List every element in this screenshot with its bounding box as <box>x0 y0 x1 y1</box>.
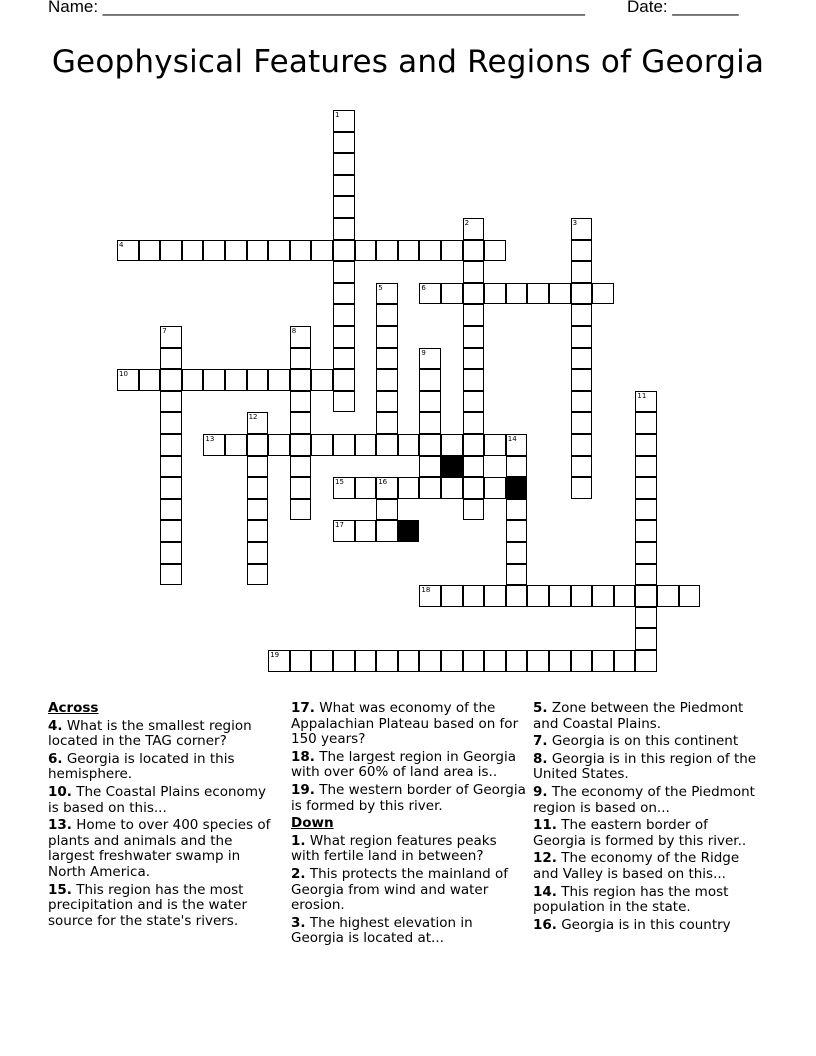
clue-number-label: 12 <box>248 413 258 422</box>
clue-across-4 <box>48 719 278 750</box>
crossword-cell[interactable] <box>333 304 355 326</box>
crossword-cell[interactable] <box>484 477 506 499</box>
crossword-cell[interactable] <box>376 391 398 413</box>
crossword-cell[interactable] <box>506 542 528 564</box>
crossword-cell[interactable] <box>506 499 528 521</box>
clue-number-label: 9 <box>421 348 426 357</box>
page-title: Geophysical Features and Regions of Georgia <box>51 44 765 80</box>
crossword-cell[interactable] <box>635 412 657 434</box>
clue-number: 10. <box>48 783 72 800</box>
crossword-cell[interactable] <box>419 391 441 413</box>
date-field[interactable]: Date: _______ <box>627 0 739 16</box>
crossword-cell[interactable] <box>484 650 506 672</box>
crossword-cell[interactable] <box>635 477 657 499</box>
clue-text: The largest region in Georgia with over 60% of land area is.. <box>291 748 516 781</box>
crossword-cell[interactable] <box>441 434 463 456</box>
crossword-cell[interactable] <box>463 650 485 672</box>
crossword-cell[interactable] <box>635 499 657 521</box>
crossword-cell[interactable] <box>484 240 506 262</box>
clue-text: Georgia is on this continent <box>551 733 739 750</box>
clue-number-label: 8 <box>291 327 297 335</box>
crossword-cell[interactable] <box>160 499 182 521</box>
crossword-cell[interactable] <box>398 477 420 499</box>
crossword-cell[interactable] <box>463 261 485 283</box>
crossword-cell[interactable] <box>268 240 290 262</box>
crossword-cell[interactable] <box>398 650 420 672</box>
crossword-cell[interactable] <box>290 456 312 478</box>
clue-text: Georgia is in this region of the United States. <box>533 750 757 783</box>
crossword-cell[interactable] <box>463 412 485 434</box>
crossword-cell[interactable] <box>571 348 593 370</box>
clue-number: 16. <box>533 916 557 933</box>
crossword-cell[interactable] <box>247 369 269 391</box>
clue-number: 2. <box>291 865 306 882</box>
crossword-cell[interactable] <box>398 434 420 456</box>
clue-number: 4. <box>48 717 63 734</box>
crossword-cell[interactable] <box>333 391 355 413</box>
crossword-cell[interactable] <box>311 369 333 391</box>
crossword-cell[interactable] <box>571 391 593 413</box>
crossword-cell[interactable] <box>376 240 398 262</box>
across-heading: Across <box>48 700 99 716</box>
crossword-cell[interactable] <box>290 369 312 391</box>
crossword-cell[interactable] <box>355 650 377 672</box>
crossword-cell[interactable] <box>463 391 485 413</box>
clue-number: 3. <box>291 914 306 931</box>
crossword-cell[interactable] <box>571 412 593 434</box>
crossword-cell[interactable] <box>463 434 485 456</box>
crossword-cell[interactable] <box>614 585 636 607</box>
crossword-cell[interactable] <box>160 434 182 456</box>
crossword-cell[interactable] <box>635 520 657 542</box>
crossword-block <box>506 477 528 499</box>
crossword-cell[interactable] <box>463 348 485 370</box>
crossword-cell[interactable] <box>463 585 485 607</box>
crossword-cell[interactable] <box>160 369 182 391</box>
crossword-cell[interactable] <box>333 650 355 672</box>
crossword-cell[interactable] <box>571 434 593 456</box>
crossword-cell[interactable] <box>160 240 182 262</box>
clue-down-16 <box>533 918 763 934</box>
crossword-cell[interactable] <box>311 240 333 262</box>
clue-text: The economy of the Ridge and Valley is based on this... <box>533 850 740 882</box>
crossword-cell[interactable] <box>290 240 312 262</box>
crossword-block <box>398 520 420 542</box>
clue-number: 12. <box>533 850 557 867</box>
crossword-cell[interactable] <box>247 240 269 262</box>
crossword-cell[interactable] <box>355 240 377 262</box>
clue-text: The eastern border of Georgia is formed by this river.. <box>533 817 747 849</box>
clue-text: Home to over 400 species of plants and animals and the largest freshwater swamp in North America. <box>48 817 271 880</box>
crossword-cell[interactable] <box>355 434 377 456</box>
crossword-block <box>441 456 463 478</box>
clue-number: 8. <box>533 750 548 767</box>
clue-text: Georgia is in this country <box>561 916 731 933</box>
crossword-cell[interactable] <box>635 650 657 672</box>
crossword-cell[interactable] <box>463 477 485 499</box>
crossword-cell[interactable] <box>484 585 506 607</box>
clue-text: The economy of the Piedmont region is based on... <box>533 783 755 816</box>
crossword-cell[interactable] <box>182 240 204 262</box>
crossword-cell[interactable] <box>463 369 485 391</box>
crossword-cell[interactable] <box>376 369 398 391</box>
crossword-cell[interactable] <box>333 153 355 175</box>
clue-across-10 <box>48 785 278 816</box>
clue-number-label: 7 <box>162 327 167 335</box>
clue-text: Georgia is located in this hemisphere. <box>48 750 235 783</box>
clue-down-3 <box>291 916 526 947</box>
crossword-cell[interactable] <box>614 650 636 672</box>
crossword-cell[interactable] <box>506 650 528 672</box>
crossword-cell[interactable] <box>247 542 269 564</box>
crossword-cell[interactable] <box>571 477 593 499</box>
crossword-cell[interactable] <box>463 304 485 326</box>
clue-number: 13. <box>48 817 72 834</box>
crossword-cell[interactable] <box>247 456 269 478</box>
crossword-cell[interactable] <box>290 391 312 413</box>
crossword-cell[interactable] <box>419 412 441 434</box>
crossword-cell[interactable] <box>311 650 333 672</box>
crossword-cell[interactable] <box>268 369 290 391</box>
clue-number-label: 16 <box>378 478 388 487</box>
clue-number-label: 17 <box>335 521 344 530</box>
crossword-cell[interactable] <box>333 326 355 348</box>
crossword-cell[interactable] <box>592 283 614 305</box>
clue-number-label: 3 <box>572 219 578 227</box>
crossword-cell[interactable] <box>571 585 593 607</box>
crossword-cell[interactable] <box>463 283 485 305</box>
crossword-cell[interactable] <box>139 240 161 262</box>
clue-text: Zone between the Piedmont and Coastal Plains. <box>533 700 744 732</box>
clue-text: What was economy of the Appalachian Plateau based on for 150 years? <box>291 700 519 748</box>
crossword-cell[interactable] <box>355 477 377 499</box>
clue-number: 9. <box>533 783 548 800</box>
clue-text: The Coastal Plains economy is based on this... <box>48 783 266 816</box>
clue-across-19 <box>291 783 526 814</box>
clue-across-13 <box>48 818 278 880</box>
crossword-cell[interactable] <box>506 283 528 305</box>
crossword-cell[interactable] <box>549 650 571 672</box>
crossword-cell[interactable] <box>333 434 355 456</box>
clue-text: The highest elevation in Georgia is located at... <box>291 914 473 947</box>
clue-down-5 <box>533 701 763 732</box>
crossword-cell[interactable] <box>571 369 593 391</box>
name-field[interactable]: Name: ___________________________________________________ <box>48 0 585 16</box>
clue-number: 7. <box>533 733 548 750</box>
crossword-cell[interactable] <box>376 348 398 370</box>
crossword-cell[interactable] <box>635 564 657 586</box>
crossword-cell[interactable] <box>506 585 528 607</box>
crossword-cell[interactable] <box>290 477 312 499</box>
crossword-cell[interactable] <box>290 348 312 370</box>
crossword-cell[interactable] <box>571 240 593 262</box>
crossword-cell[interactable] <box>247 520 269 542</box>
crossword-cell[interactable] <box>376 499 398 521</box>
crossword-cell[interactable] <box>160 520 182 542</box>
crossword-cell[interactable] <box>247 434 269 456</box>
crossword-cell[interactable] <box>376 650 398 672</box>
crossword-cell[interactable] <box>419 477 441 499</box>
clue-number-label: 13 <box>205 435 215 443</box>
crossword-cell[interactable] <box>333 132 355 154</box>
crossword-cell[interactable] <box>527 650 549 672</box>
clue-text: This region has the most precipitation and is the water source for the state's rivers. <box>48 881 248 929</box>
clue-down-12 <box>533 851 763 882</box>
crossword-cell[interactable] <box>592 585 614 607</box>
clue-text: What is the smallest region located in the TAG corner? <box>48 717 252 750</box>
clue-across-18 <box>291 750 526 781</box>
crossword-cell[interactable] <box>333 218 355 240</box>
crossword-cell[interactable] <box>419 369 441 391</box>
crossword-cell[interactable] <box>441 585 463 607</box>
crossword-cell[interactable] <box>247 477 269 499</box>
crossword-cell[interactable] <box>182 369 204 391</box>
crossword-cell[interactable] <box>290 650 312 672</box>
crossword-cell[interactable] <box>419 434 441 456</box>
crossword-cell[interactable] <box>419 240 441 262</box>
crossword-cell[interactable] <box>333 283 355 305</box>
clue-number-label: 6 <box>421 283 426 292</box>
crossword-cell[interactable] <box>333 261 355 283</box>
crossword-cell[interactable] <box>225 240 247 262</box>
clue-number-label: 14 <box>507 435 517 443</box>
crossword-cell[interactable] <box>160 542 182 564</box>
crossword-cell[interactable] <box>355 520 377 542</box>
clue-down-8 <box>533 752 763 783</box>
crossword-cell[interactable] <box>225 434 247 456</box>
clue-text: What region features peaks with fertile land in between? <box>291 832 497 865</box>
crossword-cell[interactable] <box>441 477 463 499</box>
clue-number-label: 19 <box>270 651 280 659</box>
crossword-cell[interactable] <box>160 564 182 586</box>
crossword-cell[interactable] <box>527 585 549 607</box>
crossword-cell[interactable] <box>376 520 398 542</box>
crossword-cell[interactable] <box>376 326 398 348</box>
crossword-cell[interactable] <box>333 348 355 370</box>
clue-text: This protects the mainland of Georgia from wind and water erosion. <box>291 865 509 914</box>
crossword-cell[interactable] <box>571 326 593 348</box>
clue-number: 15. <box>48 881 72 898</box>
clue-number-label: 2 <box>464 219 470 227</box>
crossword-cell[interactable] <box>635 585 657 607</box>
clue-number-label: 10 <box>119 370 128 379</box>
crossword-cell[interactable] <box>463 456 485 478</box>
crossword-cell[interactable] <box>441 650 463 672</box>
clues-column-1 <box>48 701 278 931</box>
crossword-cell[interactable] <box>571 261 593 283</box>
crossword-cell[interactable] <box>376 434 398 456</box>
crossword-cell[interactable] <box>333 369 355 391</box>
crossword-cell[interactable] <box>290 499 312 521</box>
clue-down-7 <box>533 734 763 750</box>
crossword-cell[interactable] <box>247 499 269 521</box>
clue-number-label: 4 <box>119 240 124 249</box>
crossword-cell[interactable] <box>549 585 571 607</box>
crossword-cell[interactable] <box>592 650 614 672</box>
clue-across-15 <box>48 883 278 930</box>
crossword-cell[interactable] <box>160 412 182 434</box>
clue-number: 1. <box>291 832 306 849</box>
clues-column-3 <box>533 701 763 935</box>
crossword-cell[interactable] <box>657 585 679 607</box>
crossword-cell[interactable] <box>419 650 441 672</box>
crossword-cell[interactable] <box>160 477 182 499</box>
crossword-cell[interactable] <box>268 434 290 456</box>
crossword-cell[interactable] <box>463 499 485 521</box>
crossword-cell[interactable] <box>635 456 657 478</box>
crossword-cell[interactable] <box>139 369 161 391</box>
crossword-cell[interactable] <box>311 434 333 456</box>
clue-number: 17. <box>291 700 315 716</box>
clue-text: This region has the most population in the state. <box>533 883 729 916</box>
crossword-cell[interactable] <box>463 326 485 348</box>
clue-number: 19. <box>291 781 315 798</box>
crossword-cell[interactable] <box>160 391 182 413</box>
crossword-cell[interactable] <box>441 283 463 305</box>
crossword-cell[interactable] <box>635 607 657 629</box>
crossword-cell[interactable] <box>333 196 355 218</box>
crossword-cell[interactable] <box>333 240 355 262</box>
crossword-cell[interactable] <box>333 175 355 197</box>
crossword-cell[interactable] <box>290 412 312 434</box>
crossword-cell[interactable] <box>527 283 549 305</box>
clue-number: 14. <box>533 883 557 900</box>
crossword-cell[interactable] <box>203 240 225 262</box>
clue-across-6 <box>48 752 278 783</box>
crossword-cell[interactable] <box>247 564 269 586</box>
crossword-cell[interactable] <box>160 348 182 370</box>
crossword-cell[interactable] <box>635 434 657 456</box>
clue-number-label: 5 <box>378 283 383 292</box>
crossword-cell[interactable] <box>484 434 506 456</box>
crossword-cell[interactable] <box>571 456 593 478</box>
clue-number-label: 11 <box>637 391 647 400</box>
clue-number: 5. <box>533 700 548 716</box>
clue-number-label: 18 <box>421 586 431 595</box>
down-heading: Down <box>291 815 334 832</box>
crossword-cell[interactable] <box>571 283 593 305</box>
crossword-cell[interactable] <box>225 369 247 391</box>
clue-down-2 <box>291 867 526 914</box>
clue-down-9 <box>533 785 763 816</box>
crossword-cell[interactable] <box>419 456 441 478</box>
clue-number-label: 15 <box>335 478 344 487</box>
clue-down-11 <box>533 818 763 849</box>
clue-text: The western border of Georgia is formed by this river. <box>291 781 526 814</box>
crossword-cell[interactable] <box>571 650 593 672</box>
crossword-cell[interactable] <box>398 240 420 262</box>
crossword-cell[interactable] <box>160 456 182 478</box>
crossword-cell[interactable] <box>571 304 593 326</box>
crossword-cell[interactable] <box>679 585 701 607</box>
clue-number: 18. <box>291 748 315 765</box>
crossword-cell[interactable] <box>376 304 398 326</box>
clue-number: 6. <box>48 750 63 767</box>
crossword-cell[interactable] <box>290 434 312 456</box>
crossword-cell[interactable] <box>549 283 571 305</box>
clue-number: 11. <box>533 817 557 834</box>
crossword-cell[interactable] <box>463 240 485 262</box>
crossword-cell[interactable] <box>441 240 463 262</box>
crossword-cell[interactable] <box>506 456 528 478</box>
crossword-cell[interactable] <box>376 412 398 434</box>
crossword-cell[interactable] <box>506 520 528 542</box>
crossword-cell[interactable] <box>484 283 506 305</box>
crossword-cell[interactable] <box>506 564 528 586</box>
crossword-cell[interactable] <box>635 542 657 564</box>
crossword-cell[interactable] <box>635 628 657 650</box>
clue-across-17 <box>291 701 526 748</box>
clue-down-14 <box>533 885 763 916</box>
clue-down-1 <box>291 834 526 865</box>
clues-column-2 <box>291 701 526 949</box>
clue-number-label: 1 <box>335 111 340 119</box>
crossword-cell[interactable] <box>203 369 225 391</box>
